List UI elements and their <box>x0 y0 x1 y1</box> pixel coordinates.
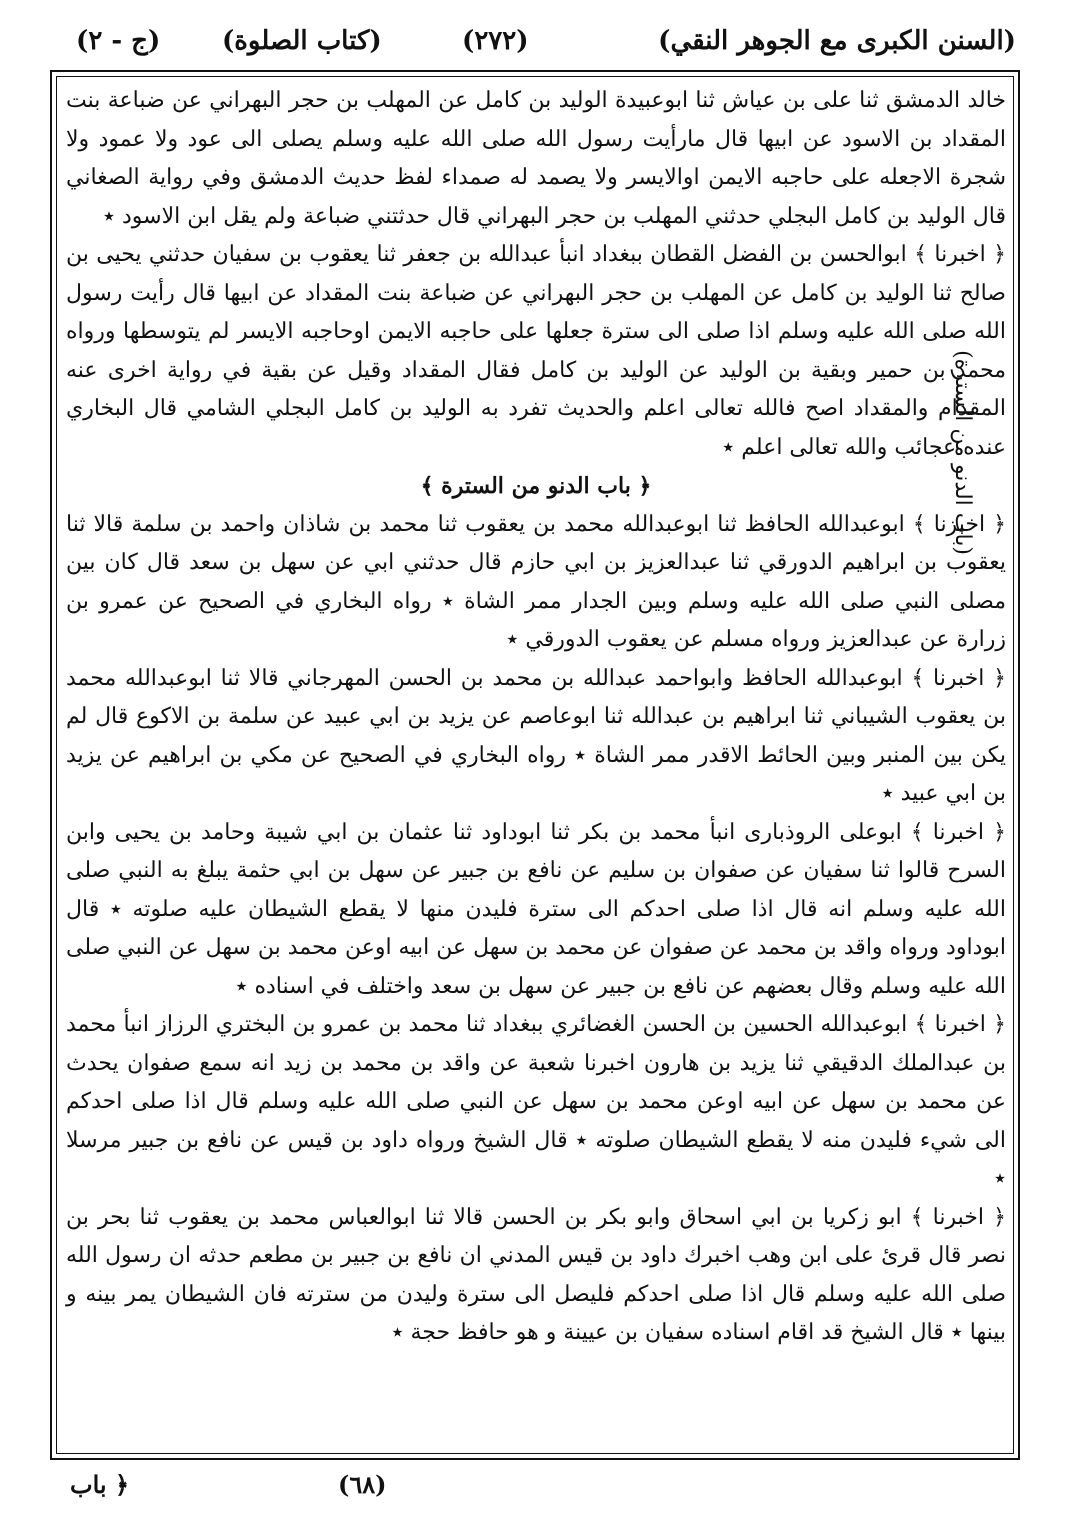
paragraph: ﴿ اخبرنا ﴾ ابوعبدالله الحافظ ثنا ابوعبدالله محمد بن يعقوب ثنا محمد بن شاذان واحمد بن سلمة قالا ثنا يعقوب بن ابراهيم الدورقي ثنا عبدالعزيز بن ابي حازم قال حدثني ابي عن سهل بن سعد قال كان بين مصلى النبي صلى الله عليه وسلم وبين الجدار ممر الشاة ٭ رواه البخاري في الصحيح عن عمرو بن زرارة عن عبدالعزيز ورواه مسلم عن يعقوب الدورقي ٭ <box>66 511 1006 652</box>
paragraph: ﴿ اخبرنا ﴾ ابوعبدالله الحافظ وابواحمد عبدالله بن محمد بن الحسن المهرجاني قالا ثنا ابوعبدالله محمد بن يعقوب الشيباني ثنا ابراهيم بن عبدالله ثنا ابوعاصم عن يزيد بن ابي عبيد عن سلمة بن الاكوع قال لم يكن بين المنبر وبين الحائط الاقدر ممر الشاة ٭ رواه البخاري في الصحيح عن مكي بن ابراهيم عن يزيد بن ابي عبيد ٭ <box>66 665 1006 806</box>
volume-number: (ج - ٢) <box>76 26 161 56</box>
chapter-title: (كتاب الصلوة) <box>222 26 382 56</box>
margin-note <box>938 345 986 560</box>
paragraph: ﴿ اخبرنا ﴾ ابو زكريا بن ابي اسحاق وابو بكر بن الحسن قالا ثنا ابوالعباس محمد بن يعقوب ثنا بحر بن نصر قال قرئ على ابن وهب اخبرك داود بن قيس المدني ان نافع بن جبير بن مطعم حدثه ان رسول الله صلى الله عليه وسلم قال اذا صلى احدكم فليصل الى سترة وليدن من سترته فان الشيطان يمر بينه و بينها ٭ قال الشيخ قد اقام اسناده سفيان بن عيينة و هو حافظ حجة ٭ <box>66 1204 1006 1345</box>
footer-page-number: (٦٨) <box>338 1470 387 1499</box>
book-title: (السنن الكبرى مع الجوهر النقي) <box>658 26 1016 56</box>
margin-note-text: (باب الدنو من السترة) <box>950 350 975 555</box>
paragraph: ﴿ اخبرنا ﴾ ابوعبدالله الحسين بن الحسن الغضائري ببغداد ثنا محمد بن عمرو بن البختري الرزاز انبأ محمد بن عبدالملك الدقيقي ثنا يزيد بن هارون اخبرنا شعبة عن واقد بن محمد بن زيد انه سمع صفوان يحدث عن محمد بن سهل عن ابيه اوعن محمد بن سهل عن النبي صلى الله عليه وسلم قال اذا صلى احدكم الى شيء فليدن منه لا يقطع الشيطان صلوته ٭ قال الشيخ ورواه داود بن قيس عن نافع بن جبير مرسلا ٭ <box>66 1012 1006 1191</box>
main-text <box>66 82 1006 1452</box>
paragraph: ﴿ اخبرنا ﴾ ابوعلى الروذبارى انبأ محمد بن بكر ثنا ابوداود ثنا عثمان بن ابي شيبة وحامد بن يحيى وابن السرح قالوا ثنا سفيان عن صفوان بن سليم عن نافع بن جبير عن سهل بن ابي حثمة يبلغ به النبي صلى الله عليه وسلم انه قال اذا صلى احدكم الى سترة فليدن منها لا يقطع الشيطان عليه صلوته ٭ قال ابوداود ورواه واقد بن محمد عن صفوان عن محمد بن سهل عن ابيه اوعن محمد بن سهل عن النبي صلى الله عليه وسلم وقال بعضهم عن نافع بن جبير عن سهل بن سعد واختلف في اسناده ٭ <box>66 819 1006 999</box>
footer-catchword: ﴿ باب <box>70 1470 130 1499</box>
paragraph: خالد الدمشق ثنا على بن عياش ثنا ابوعبيدة الوليد بن كامل عن المهلب بن حجر البهراني عن ضباعة بنت المقداد بن الاسود عن ابيها قال مارأيت رسول الله صلى الله عليه وسلم يصلى الى عود ولا عمود ولا شجرة الاجعله على حاجبه الايمن اوالايسر ولا يصمد له صمداء لفظ حديث الدمشق وفي رواية الصغاني قال الوليد بن كامل البجلي حدثني المهلب بن حجر البهراني قال حدثتني ضباعة ولم يقل ابن الاسود ٭ <box>66 88 1006 229</box>
section-title: ﴿ باب الدنو من السترة ﴾ <box>420 473 652 499</box>
paragraph: ﴿ اخبرنا ﴾ ابوالحسن بن الفضل القطان ببغداد انبأ عبدالله بن جعفر ثنا يعقوب بن سفيان حدثني يحيى بن صالح ثنا الوليد بن كامل عن المهلب بن حجر البهراني عن ضباعة بنت المقداد عن ابيها قال رأيت رسول الله صلى الله عليه وسلم اذا صلى الى سترة جعلها على حاجبه الايمن اوحاجبه الايسر لم يتوسطها ورواه محمد بن حمير وبقية بن الوليد عن الوليد بن كامل فقال المقداد وقيل عن بقية في رواية اخرى عنه المقدام والمقداد اصح فالله تعالى اعلم والحديث تفرد به الوليد بن كامل البجلي الشامي قال البخاري عنده عجائب والله تعالى اعلم ٭ <box>66 242 1006 460</box>
page-number: (٢٧٢) <box>462 26 529 56</box>
